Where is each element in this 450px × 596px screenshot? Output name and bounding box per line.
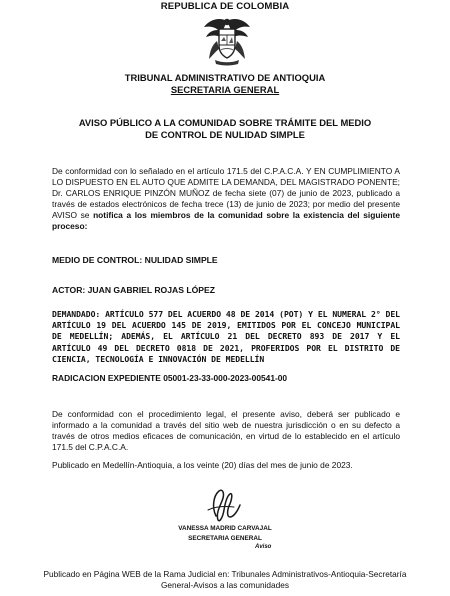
footer-publication-note: Publicado en Página WEB de la Rama Judicial en: Tribunales Administrativos-Antioquia-Secretaría General-Avisos a las comunidades [43,569,407,590]
intro-paragraph [52,166,400,232]
published-date-line: Publicado en Medellín-Antioquia, a los veinte (20) días del mes de junio de 2023. [52,460,353,470]
signer-name: VANESSA MADRID CARVAJAL [178,525,272,532]
medio-de-control: MEDIO DE CONTROL: NULIDAD SIMPLE [52,255,218,265]
notice-title-line-1: AVISO PÚBLICO A LA COMUNIDAD SOBRE TRÁMITE DEL MEDIO [78,117,372,128]
intro-text: De conformidad con lo señalado en el artículo 171.5 del C.P.A.C.A. Y EN CUMPLIMIENTO A LO DISPUESTO EN EL AUTO QUE ADMITE LA DEMANDA, DEL MAGISTRADO PONENTE; Dr. CARLOS ENRIQUE PINZÓN MUÑOZ de fecha siete (07) de junio de 2023, publicado a través de estados electrónicos de fecha trece (13) de junio de 2023; por medio del presente AVISO se [52,166,400,220]
actor-line: ACTOR: JUAN GABRIEL ROJAS LÓPEZ [52,285,215,295]
notice-title-line-2: DE CONTROL DE NULIDAD SIMPLE [145,129,305,140]
radicacion-expediente: RADICACION EXPEDIENTE 05001-23-33-000-2023-00541-00 [52,373,288,383]
colombia-coat-of-arms-icon [200,15,254,67]
signer-block [150,524,300,544]
notice-title [60,117,390,141]
demandado-paragraph: DEMANDADO: ARTÍCULO 577 DEL ACUERDO 48 DE 2014 (POT) Y EL NUMERAL 2° DEL ARTÍCULO 19 DEL ACUERDO 145 DE 2019, EMITIDOS POR EL CONCEJO MUNICIPAL DE MEDELLÍN; ADEMÁS, EL ARTÍCULO 21 DEL DECRETO 893 DE 2017 Y EL ARTÍCULO 49 DEL DECRETO 0818 DE 2021, PROFERIDOS POR EL DISTRITO DE CIENCIA, TECNOLOGÍA E INNOVACIÓN DE MEDELLÍN [52,309,400,364]
procedure-paragraph: De conformidad con el procedimiento legal, el presente aviso, deberá ser publicado e informado a la comunidad a través del sitio web de nuestra jurisdicción o en su defecto a través de otros medios eficaces de comunicación, en virtud de lo establecido en el artículo 171.5 del C.P.A.C.A. [52,409,400,452]
intro-bold-text: notifica a los miembros de la comunidad sobre la existencia del siguiente proceso: [52,210,400,231]
country-heading: REPUBLICA DE COLOMBIA [160,1,290,12]
handwritten-signature-icon [194,486,254,524]
tribunal-name: TRIBUNAL ADMINISTRATIVO DE ANTIOQUIA [124,72,326,83]
aviso-tag: Aviso [255,544,272,550]
secretaria-general-heading: SECRETARIA GENERAL [170,84,280,95]
signer-role: SECRETARIA GENERAL [188,535,262,542]
